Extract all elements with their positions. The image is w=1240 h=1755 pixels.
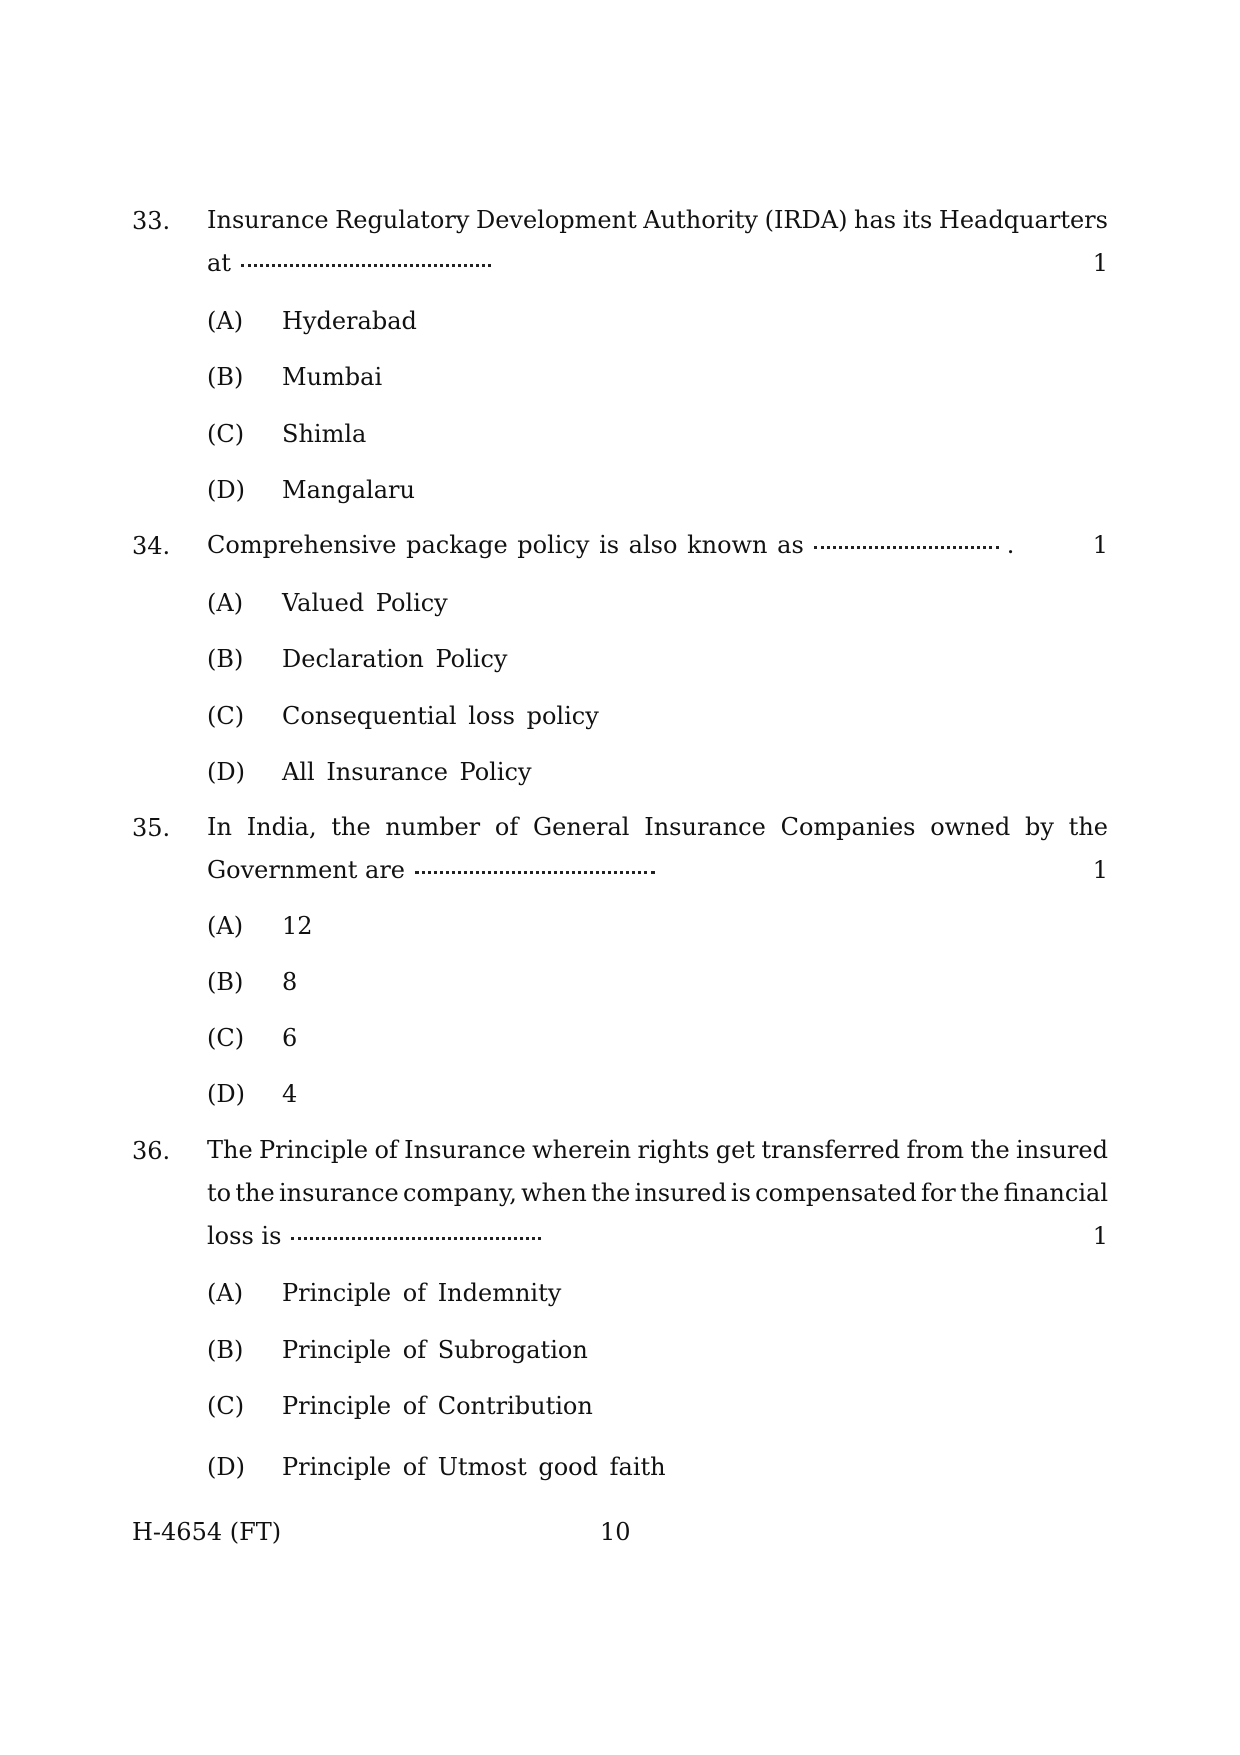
question-35-line-2-text: Government are [207,856,405,884]
word: In [207,813,232,841]
question-36-option-a [207,1273,561,1313]
question-35-marks: 1 [1092,856,1108,884]
answer-blank [814,546,999,549]
question-35-number: 35. [132,814,171,842]
option-text: 8 [282,968,298,996]
option-letter: (B) [207,968,244,996]
paper-code: H-4654 (FT) [132,1518,282,1546]
option-letter: (A) [207,307,244,335]
option-text: 4 [282,1080,298,1108]
word: (IRDA) [764,206,848,234]
word: insured [1016,1136,1108,1164]
question-34-line-1-text: Comprehensive package policy is also known as [207,531,804,559]
question-34-option-b [207,639,507,679]
trailing-period: . [1006,531,1015,559]
question-35-option-b [207,962,297,1002]
word: is [730,1179,751,1207]
answer-blank [415,871,655,874]
question-36-option-c [207,1386,593,1426]
word: Headquarters [938,206,1108,234]
word: number [385,813,481,841]
word: Regulatory [335,206,470,234]
option-letter: (D) [207,1080,245,1108]
word: to [207,1179,232,1207]
word: Companies [780,813,916,841]
word: company, [403,1179,517,1207]
option-text: Principle of Utmost good faith [282,1453,666,1481]
word: by [1025,813,1054,841]
question-35-option-d [207,1074,297,1114]
word: has [854,206,897,234]
question-33-option-d [207,470,415,510]
word: Insurance [207,206,329,234]
question-34-option-c [207,696,599,736]
option-text: All Insurance Policy [282,758,532,786]
question-33-text [207,199,1108,285]
question-36-option-d [207,1447,666,1487]
word: rights [637,1136,710,1164]
option-letter: (B) [207,363,244,391]
option-text: Principle of Indemnity [282,1279,562,1307]
option-letter: (A) [207,589,244,617]
question-33-line-2 [207,242,1108,285]
question-36-number: 36. [132,1137,171,1165]
word: financial [1003,1179,1108,1207]
page-number: 10 [600,1518,631,1546]
word: compensated [755,1179,917,1207]
word: for [920,1179,956,1207]
word: of [494,813,519,841]
question-36-line-1 [207,1129,1108,1172]
option-letter: (A) [207,912,244,940]
answer-blank [241,264,491,267]
option-text: Hyderabad [282,307,417,335]
word: Authority [643,206,758,234]
question-33-option-c [207,414,366,454]
option-text: 6 [282,1024,298,1052]
question-33-option-a [207,301,417,341]
word: when [521,1179,587,1207]
word: the [970,1136,1010,1164]
option-text: Mumbai [282,363,383,391]
word: from [906,1136,965,1164]
word: its [902,206,933,234]
question-35-option-c [207,1018,297,1058]
question-36-line-2 [207,1172,1108,1215]
word: get [715,1136,755,1164]
word: transferred [761,1136,901,1164]
option-text: Valued Policy [282,589,448,617]
option-text: 12 [282,912,313,940]
question-33-number: 33. [132,207,171,235]
word: the [591,1179,631,1207]
question-35-line-1 [207,806,1108,849]
option-letter: (D) [207,758,245,786]
question-36-option-b [207,1330,588,1370]
option-letter: (D) [207,1453,245,1481]
question-34-number: 34. [132,532,171,560]
option-text: Declaration Policy [282,645,508,673]
word: insured [634,1179,727,1207]
answer-blank [291,1237,541,1240]
question-35-text [207,806,1108,892]
question-36-text [207,1129,1108,1258]
question-34-option-a [207,583,448,623]
word: Insurance [404,1136,526,1164]
question-33-option-b [207,357,382,397]
question-33-line-1 [207,199,1108,242]
question-33-marks: 1 [1092,249,1108,277]
question-36-line-3-text: loss is [207,1222,282,1250]
option-text: Principle of Contribution [282,1392,593,1420]
option-text: Principle of Subrogation [282,1336,588,1364]
word: India, [246,813,317,841]
question-34-marks: 1 [1092,531,1108,559]
option-letter: (C) [207,1392,245,1420]
word: of [374,1136,398,1164]
word: General [532,813,630,841]
word: the [235,1179,275,1207]
word: the [960,1179,1000,1207]
question-33-line-2-text: at [207,249,231,277]
option-letter: (C) [207,1024,245,1052]
word: wherein [532,1136,632,1164]
question-34-option-d [207,752,532,792]
question-36-marks: 1 [1092,1222,1108,1250]
option-letter: (C) [207,420,245,448]
question-35-line-2 [207,849,1108,892]
question-34-line-1 [207,524,1108,567]
question-35-option-a [207,906,313,946]
option-letter: (B) [207,645,244,673]
word: the [1068,813,1108,841]
option-letter: (A) [207,1279,244,1307]
question-36-line-3 [207,1215,1108,1258]
word: insurance [278,1179,399,1207]
word: The [207,1136,253,1164]
word: Principle [259,1136,369,1164]
option-letter: (D) [207,476,245,504]
word: owned [930,813,1011,841]
question-34-text [207,524,1108,567]
option-text: Shimla [282,420,367,448]
word: Insurance [644,813,766,841]
option-text: Mangalaru [282,476,415,504]
option-letter: (C) [207,702,245,730]
option-letter: (B) [207,1336,244,1364]
word: Development [475,206,637,234]
option-text: Consequential loss policy [282,702,599,730]
word: the [331,813,371,841]
